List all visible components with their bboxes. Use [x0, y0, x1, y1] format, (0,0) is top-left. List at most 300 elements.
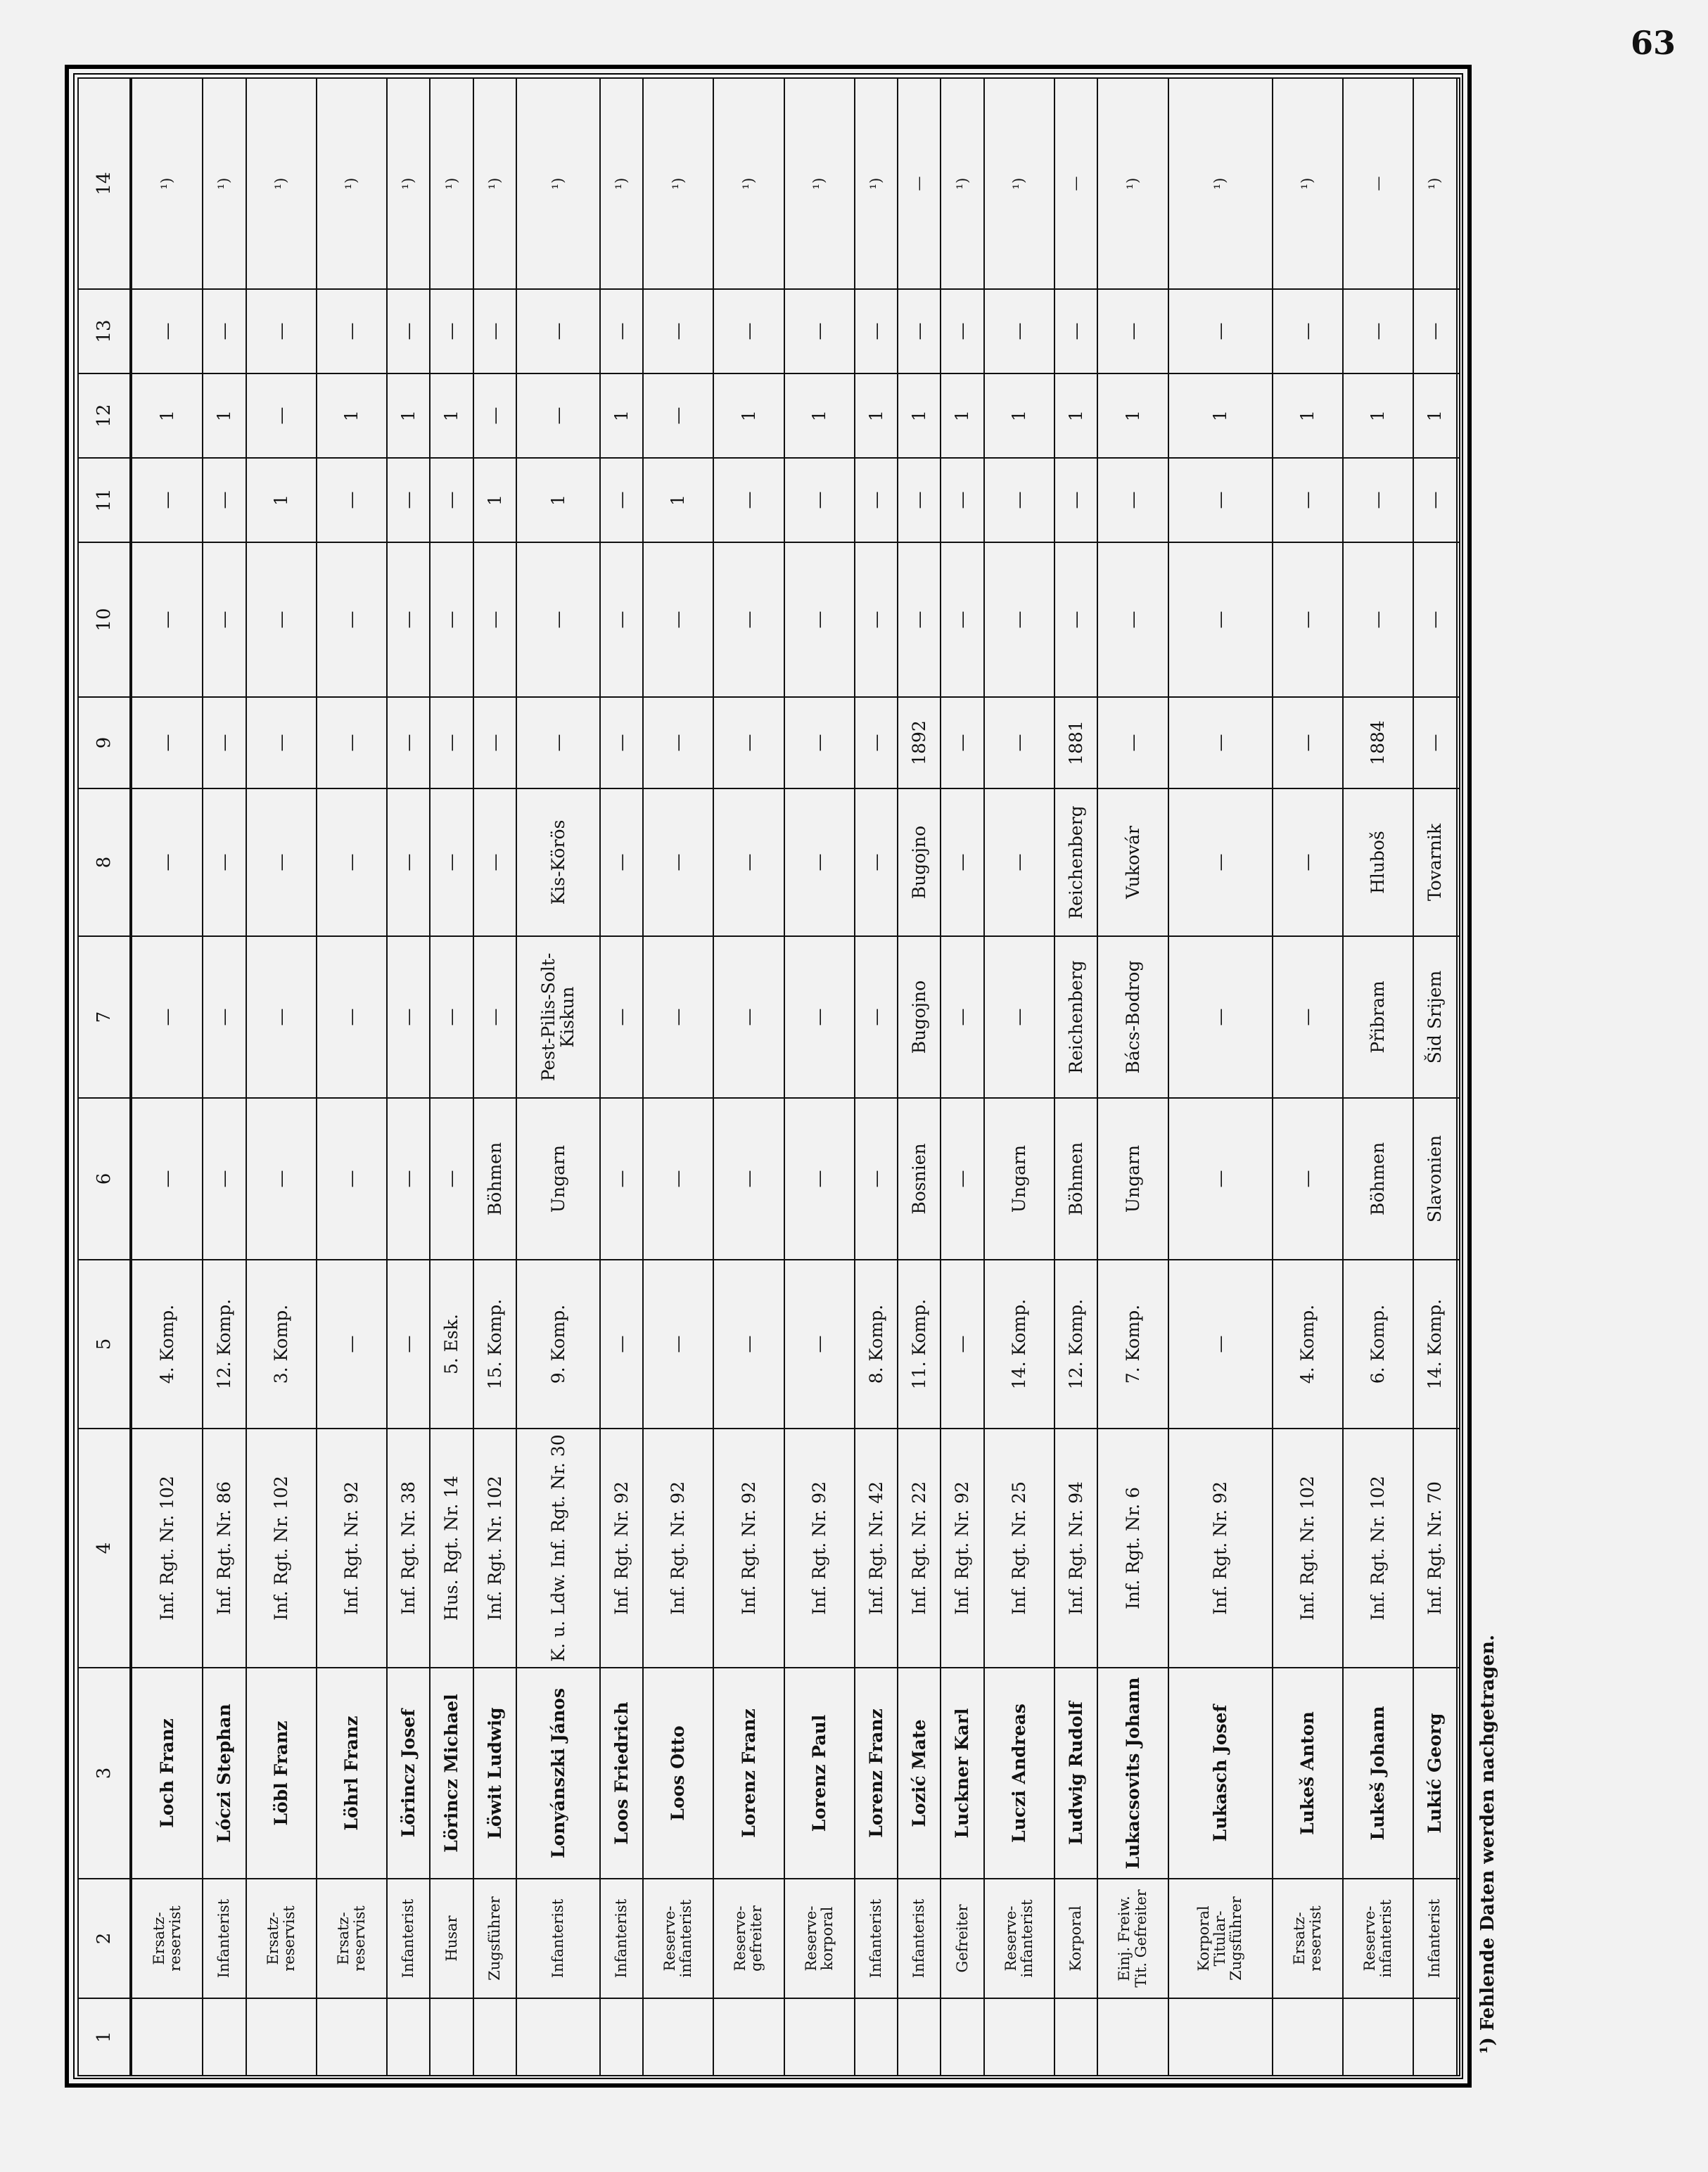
cell-birth-year: 1881: [1054, 697, 1097, 788]
table-row: [473, 78, 516, 2076]
cell-rank: Reserve-korporal: [784, 1879, 855, 1998]
cell-name: Lukasch Josef: [1168, 1668, 1273, 1879]
cell-name: Loch Franz: [131, 1668, 203, 1879]
cell-company: 6. Komp.: [1343, 1260, 1413, 1429]
cell-unit: Inf. Rgt. Nr. 92: [784, 1429, 855, 1668]
cell-col-12: 1: [317, 373, 387, 458]
cell-col-11: —: [1054, 458, 1097, 542]
cell-country: Böhmen: [1343, 1098, 1413, 1260]
column-header-11: 11: [78, 458, 131, 542]
cell-remark: ¹): [516, 78, 600, 289]
blank-cell: [1457, 373, 1460, 458]
cell-col-13: —: [713, 289, 784, 373]
cell-name: Lörincz Michael: [430, 1668, 473, 1879]
blank-cell: [1457, 697, 1460, 788]
cell-col-12: 1: [984, 373, 1054, 458]
cell-rank: Husar: [430, 1879, 473, 1998]
cell-district: Bugojno: [898, 936, 941, 1098]
cell-rank: Infanterist: [387, 1879, 430, 1998]
cell-name: Lorenz Paul: [784, 1668, 855, 1879]
cell-district: Přibram: [1343, 936, 1413, 1098]
cell-col-12: 1: [1413, 373, 1456, 458]
cell-col-12: 1: [898, 373, 941, 458]
cell-col-12: —: [473, 373, 516, 458]
cell-col-13: —: [317, 289, 387, 373]
cell-place: Kis-Körös: [516, 788, 600, 936]
cell-col-12: 1: [784, 373, 855, 458]
cell-rank: Ersatz-reservist: [246, 1879, 317, 1998]
cell-col-12: 1: [600, 373, 643, 458]
cell-number: [1168, 1998, 1273, 2076]
cell-unit: Inf. Rgt. Nr. 86: [203, 1429, 246, 1668]
cell-company: 9. Komp.: [516, 1260, 600, 1429]
cell-unit: Inf. Rgt. Nr. 102: [246, 1429, 317, 1668]
cell-place: —: [600, 788, 643, 936]
cell-col-11: —: [317, 458, 387, 542]
cell-district: —: [246, 936, 317, 1098]
cell-remark: ¹): [1273, 78, 1343, 289]
cell-country: —: [246, 1098, 317, 1260]
cell-birth-year: —: [984, 697, 1054, 788]
blank-cell: [1457, 936, 1460, 1098]
cell-col-13: —: [516, 289, 600, 373]
cell-col-10: —: [713, 542, 784, 697]
cell-remark: —: [1343, 78, 1413, 289]
cell-unit: Inf. Rgt. Nr. 92: [713, 1429, 784, 1668]
column-header-2: 2: [78, 1879, 131, 1998]
cell-remark: ¹): [984, 78, 1054, 289]
cell-col-12: 1: [941, 373, 983, 458]
cell-number: [713, 1998, 784, 2076]
cell-name: Löhrl Franz: [317, 1668, 387, 1879]
cell-remark: —: [898, 78, 941, 289]
cell-place: —: [246, 788, 317, 936]
cell-district: —: [317, 936, 387, 1098]
column-header-5: 5: [78, 1260, 131, 1429]
cell-birth-year: —: [473, 697, 516, 788]
table-row: [1054, 78, 1097, 2076]
cell-rank: Korporal: [1054, 1879, 1097, 1998]
cell-col-11: —: [600, 458, 643, 542]
cell-col-10: —: [1168, 542, 1273, 697]
cell-unit: Inf. Rgt. Nr. 42: [855, 1429, 898, 1668]
column-header-8: 8: [78, 788, 131, 936]
cell-number: [600, 1998, 643, 2076]
table-row: [941, 78, 983, 2076]
cell-col-11: —: [984, 458, 1054, 542]
cell-number: [1097, 1998, 1168, 2076]
table-row: [430, 78, 473, 2076]
cell-place: —: [131, 788, 203, 936]
cell-birth-year: —: [855, 697, 898, 788]
cell-birth-year: —: [1413, 697, 1456, 788]
cell-name: Loos Otto: [643, 1668, 713, 1879]
cell-country: —: [713, 1098, 784, 1260]
cell-number: [1273, 1998, 1343, 2076]
page-number: 63: [1630, 24, 1676, 62]
cell-unit: Inf. Rgt. Nr. 92: [600, 1429, 643, 1668]
cell-company: 14. Komp.: [984, 1260, 1054, 1429]
cell-col-11: —: [387, 458, 430, 542]
cell-col-10: —: [516, 542, 600, 697]
cell-name: Lozić Mate: [898, 1668, 941, 1879]
cell-company: —: [600, 1260, 643, 1429]
table-row: [387, 78, 430, 2076]
cell-district: —: [855, 936, 898, 1098]
table-row: [1343, 78, 1413, 2076]
cell-company: 8. Komp.: [855, 1260, 898, 1429]
cell-number: [1054, 1998, 1097, 2076]
cell-remark: ¹): [473, 78, 516, 289]
cell-place: —: [784, 788, 855, 936]
cell-place: Hluboš: [1343, 788, 1413, 936]
cell-remark: —: [1054, 78, 1097, 289]
cell-birth-year: —: [430, 697, 473, 788]
cell-country: Bosnien: [898, 1098, 941, 1260]
cell-col-12: 1: [430, 373, 473, 458]
cell-country: —: [131, 1098, 203, 1260]
blank-cell: [1457, 289, 1460, 373]
cell-col-10: —: [941, 542, 983, 697]
cell-rank: Reserve-gefreiter: [713, 1879, 784, 1998]
cell-col-13: —: [941, 289, 983, 373]
cell-number: [898, 1998, 941, 2076]
cell-col-11: —: [941, 458, 983, 542]
cell-number: [855, 1998, 898, 2076]
cell-rank: Reserve-infanterist: [1343, 1879, 1413, 1998]
cell-col-13: —: [600, 289, 643, 373]
cell-place: Bugojno: [898, 788, 941, 936]
cell-name: Lukacsovits Johann: [1097, 1668, 1168, 1879]
cell-place: —: [430, 788, 473, 936]
cell-place: —: [1168, 788, 1273, 936]
cell-col-12: 1: [131, 373, 203, 458]
cell-col-10: —: [1273, 542, 1343, 697]
cell-district: —: [387, 936, 430, 1098]
cell-col-12: 1: [387, 373, 430, 458]
cell-district: —: [430, 936, 473, 1098]
blank-cell: [1457, 1429, 1460, 1668]
cell-district: —: [473, 936, 516, 1098]
cell-number: [1343, 1998, 1413, 2076]
cell-country: Ungarn: [516, 1098, 600, 1260]
cell-rank: Infanterist: [898, 1879, 941, 1998]
cell-place: —: [941, 788, 983, 936]
cell-col-11: —: [1413, 458, 1456, 542]
rotated-table-container: [77, 79, 1460, 2076]
cell-number: [203, 1998, 246, 2076]
cell-unit: Inf. Rgt. Nr. 102: [1273, 1429, 1343, 1668]
cell-district: —: [941, 936, 983, 1098]
blank-cell: [1457, 542, 1460, 697]
cell-col-12: —: [516, 373, 600, 458]
casualty-list-table: [77, 77, 1460, 2076]
cell-birth-year: —: [516, 697, 600, 788]
blank-cell: [1457, 458, 1460, 542]
cell-company: —: [317, 1260, 387, 1429]
cell-number: [387, 1998, 430, 2076]
footnote: [1477, 1519, 1498, 2054]
cell-company: 15. Komp.: [473, 1260, 516, 1429]
blank-cell: [1457, 1998, 1460, 2076]
cell-col-12: 1: [1054, 373, 1097, 458]
cell-col-12: 1: [713, 373, 784, 458]
cell-col-11: —: [203, 458, 246, 542]
cell-company: 14. Komp.: [1413, 1260, 1456, 1429]
cell-remark: ¹): [1097, 78, 1168, 289]
cell-unit: Inf. Rgt. Nr. 6: [1097, 1429, 1168, 1668]
cell-name: Lukeš Johann: [1343, 1668, 1413, 1879]
cell-col-12: 1: [1168, 373, 1273, 458]
cell-col-13: —: [984, 289, 1054, 373]
cell-number: [984, 1998, 1054, 2076]
cell-unit: Hus. Rgt. Nr. 14: [430, 1429, 473, 1668]
cell-col-11: 1: [643, 458, 713, 542]
table-row: [516, 78, 600, 2076]
column-header-10: 10: [78, 542, 131, 697]
cell-company: 12. Komp.: [203, 1260, 246, 1429]
cell-col-13: —: [643, 289, 713, 373]
cell-col-13: —: [131, 289, 203, 373]
cell-place: —: [984, 788, 1054, 936]
cell-col-10: —: [898, 542, 941, 697]
cell-remark: ¹): [317, 78, 387, 289]
cell-birth-year: —: [1097, 697, 1168, 788]
cell-col-13: —: [473, 289, 516, 373]
cell-col-10: —: [387, 542, 430, 697]
cell-rank: Reserve-infanterist: [643, 1879, 713, 1998]
cell-remark: ¹): [1168, 78, 1273, 289]
cell-name: Lukeš Anton: [1273, 1668, 1343, 1879]
cell-col-11: —: [898, 458, 941, 542]
cell-col-10: —: [984, 542, 1054, 697]
cell-company: —: [784, 1260, 855, 1429]
cell-district: —: [713, 936, 784, 1098]
cell-place: —: [317, 788, 387, 936]
cell-col-11: 1: [473, 458, 516, 542]
cell-rank: Gefreiter: [941, 1879, 983, 1998]
cell-name: Löwit Ludwig: [473, 1668, 516, 1879]
cell-rank: Infanterist: [203, 1879, 246, 1998]
cell-number: [473, 1998, 516, 2076]
cell-number: [131, 1998, 203, 2076]
cell-country: Böhmen: [473, 1098, 516, 1260]
cell-place: —: [203, 788, 246, 936]
cell-company: —: [387, 1260, 430, 1429]
cell-birth-year: —: [1273, 697, 1343, 788]
cell-rank: Ersatz-reservist: [317, 1879, 387, 1998]
cell-remark: ¹): [713, 78, 784, 289]
cell-col-13: —: [855, 289, 898, 373]
cell-company: 3. Komp.: [246, 1260, 317, 1429]
cell-company: 5. Esk.: [430, 1260, 473, 1429]
cell-remark: ¹): [643, 78, 713, 289]
header-row: [78, 78, 131, 2076]
table-row: [1413, 78, 1456, 2076]
cell-birth-year: —: [784, 697, 855, 788]
cell-col-10: —: [317, 542, 387, 697]
cell-col-11: —: [1168, 458, 1273, 542]
cell-company: 7. Komp.: [1097, 1260, 1168, 1429]
cell-company: —: [713, 1260, 784, 1429]
blank-row: [1457, 78, 1460, 2076]
cell-col-12: 1: [1097, 373, 1168, 458]
table-row: [1168, 78, 1273, 2076]
cell-remark: ¹): [855, 78, 898, 289]
table-row: [784, 78, 855, 2076]
cell-unit: Inf. Rgt. Nr. 102: [473, 1429, 516, 1668]
cell-name: Luckner Karl: [941, 1668, 983, 1879]
cell-col-11: —: [784, 458, 855, 542]
cell-name: Loos Friedrich: [600, 1668, 643, 1879]
cell-col-11: —: [1097, 458, 1168, 542]
table-row: [203, 78, 246, 2076]
cell-remark: ¹): [1413, 78, 1456, 289]
cell-country: —: [784, 1098, 855, 1260]
blank-cell: [1457, 1668, 1460, 1879]
cell-company: 4. Komp.: [1273, 1260, 1343, 1429]
cell-col-13: —: [898, 289, 941, 373]
cell-birth-year: 1892: [898, 697, 941, 788]
cell-number: [516, 1998, 600, 2076]
cell-country: —: [387, 1098, 430, 1260]
cell-district: Bács-Bodrog: [1097, 936, 1168, 1098]
table-row: [317, 78, 387, 2076]
cell-col-13: —: [1168, 289, 1273, 373]
cell-col-13: —: [1273, 289, 1343, 373]
cell-district: —: [1168, 936, 1273, 1098]
cell-col-13: —: [1054, 289, 1097, 373]
cell-country: —: [600, 1098, 643, 1260]
cell-remark: ¹): [784, 78, 855, 289]
cell-col-12: 1: [1273, 373, 1343, 458]
cell-col-10: —: [473, 542, 516, 697]
table-row: [131, 78, 203, 2076]
cell-place: Tovarnik: [1413, 788, 1456, 936]
cell-remark: ¹): [203, 78, 246, 289]
cell-unit: Inf. Rgt. Nr. 92: [941, 1429, 983, 1668]
cell-remark: ¹): [246, 78, 317, 289]
cell-birth-year: —: [600, 697, 643, 788]
cell-rank: Einj. Freiw. Tit. Gefreiter: [1097, 1879, 1168, 1998]
table-row: [600, 78, 643, 2076]
table-row: [984, 78, 1054, 2076]
cell-number: [317, 1998, 387, 2076]
cell-remark: ¹): [600, 78, 643, 289]
cell-birth-year: 1884: [1343, 697, 1413, 788]
cell-name: Luczi Andreas: [984, 1668, 1054, 1879]
column-header-1: 1: [78, 1998, 131, 2076]
cell-rank: Zugsführer: [473, 1879, 516, 1998]
cell-place: Reichenberg: [1054, 788, 1097, 936]
blank-cell: [1457, 78, 1460, 289]
table-row: [1097, 78, 1168, 2076]
cell-col-10: —: [131, 542, 203, 697]
cell-place: —: [643, 788, 713, 936]
cell-col-10: —: [203, 542, 246, 697]
cell-unit: Inf. Rgt. Nr. 25: [984, 1429, 1054, 1668]
cell-remark: ¹): [430, 78, 473, 289]
table-body: [131, 78, 1460, 2076]
cell-number: [784, 1998, 855, 2076]
cell-col-10: —: [1054, 542, 1097, 697]
cell-unit: K. u. Ldw. Inf. Rgt. Nr. 30: [516, 1429, 600, 1668]
cell-number: [246, 1998, 317, 2076]
cell-unit: Inf. Rgt. Nr. 70: [1413, 1429, 1456, 1668]
column-header-9: 9: [78, 697, 131, 788]
blank-cell: [1457, 1879, 1460, 1998]
cell-country: —: [317, 1098, 387, 1260]
cell-col-12: —: [643, 373, 713, 458]
cell-rank: Ersatz-reservist: [131, 1879, 203, 1998]
cell-country: —: [1273, 1098, 1343, 1260]
cell-col-11: —: [1273, 458, 1343, 542]
cell-unit: Inf. Rgt. Nr. 92: [643, 1429, 713, 1668]
cell-rank: Infanterist: [516, 1879, 600, 1998]
cell-birth-year: —: [643, 697, 713, 788]
cell-col-11: —: [1343, 458, 1413, 542]
cell-unit: Inf. Rgt. Nr. 94: [1054, 1429, 1097, 1668]
cell-unit: Inf. Rgt. Nr. 92: [1168, 1429, 1273, 1668]
cell-name: Löbl Franz: [246, 1668, 317, 1879]
cell-country: —: [855, 1098, 898, 1260]
cell-number: [941, 1998, 983, 2076]
cell-col-11: —: [713, 458, 784, 542]
table-row: [713, 78, 784, 2076]
cell-number: [1413, 1998, 1456, 2076]
cell-unit: Inf. Rgt. Nr. 92: [317, 1429, 387, 1668]
cell-district: —: [203, 936, 246, 1098]
cell-place: Vukovár: [1097, 788, 1168, 936]
cell-birth-year: —: [941, 697, 983, 788]
cell-col-10: —: [430, 542, 473, 697]
column-header-4: 4: [78, 1429, 131, 1668]
cell-district: —: [131, 936, 203, 1098]
cell-col-10: —: [643, 542, 713, 697]
cell-col-11: —: [855, 458, 898, 542]
cell-col-10: —: [855, 542, 898, 697]
cell-country: Ungarn: [1097, 1098, 1168, 1260]
cell-district: —: [984, 936, 1054, 1098]
cell-unit: Inf. Rgt. Nr. 22: [898, 1429, 941, 1668]
cell-district: Šid Srijem: [1413, 936, 1456, 1098]
cell-rank: Korporal Titular-Zugsführer: [1168, 1879, 1273, 1998]
blank-cell: [1457, 1260, 1460, 1429]
cell-col-13: —: [203, 289, 246, 373]
column-header-12: 12: [78, 373, 131, 458]
table-row: [898, 78, 941, 2076]
column-header-3: 3: [78, 1668, 131, 1879]
blank-cell: [1457, 788, 1460, 936]
cell-name: Lorenz Franz: [713, 1668, 784, 1879]
cell-birth-year: —: [713, 697, 784, 788]
cell-name: Lonyánszki János: [516, 1668, 600, 1879]
table-row: [855, 78, 898, 2076]
cell-col-11: 1: [246, 458, 317, 542]
cell-company: 4. Komp.: [131, 1260, 203, 1429]
column-header-7: 7: [78, 936, 131, 1098]
cell-birth-year: —: [203, 697, 246, 788]
cell-company: —: [941, 1260, 983, 1429]
cell-place: —: [1273, 788, 1343, 936]
cell-country: Böhmen: [1054, 1098, 1097, 1260]
cell-name: Lukić Georg: [1413, 1668, 1456, 1879]
cell-birth-year: —: [246, 697, 317, 788]
cell-rank: Reserve-infanterist: [984, 1879, 1054, 1998]
cell-company: 11. Komp.: [898, 1260, 941, 1429]
cell-birth-year: —: [1168, 697, 1273, 788]
cell-country: —: [1168, 1098, 1273, 1260]
